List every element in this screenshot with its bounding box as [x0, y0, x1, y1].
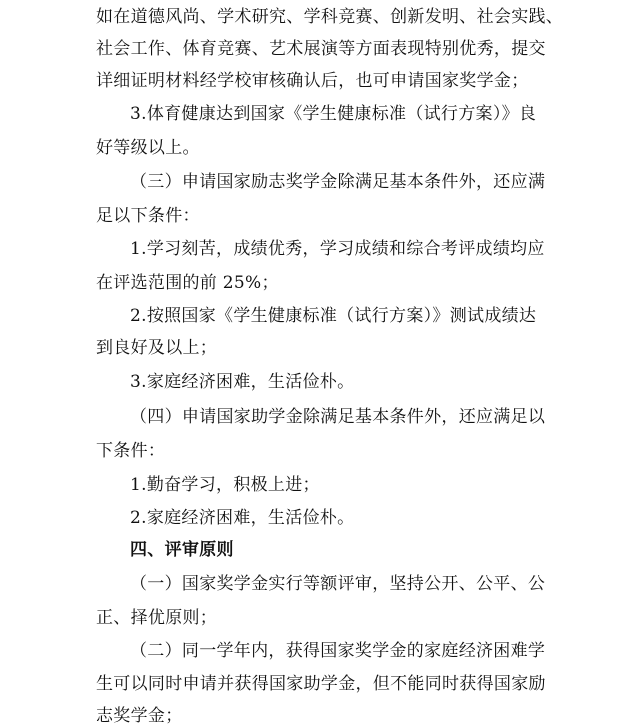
list-item-line: 3.体育健康达到国家《学生健康标准（试行方案）》良	[130, 104, 537, 124]
body-text-line: 生可以同时申请并获得国家助学金，但不能同时获得国家励	[96, 674, 546, 694]
body-text-line: 到良好及以上；	[96, 338, 218, 358]
body-text-line: 好等级以上。	[96, 138, 200, 158]
body-text-line: 正、择优原则；	[96, 608, 218, 628]
list-item-line: 3.家庭经济困难，生活俭朴。	[130, 372, 355, 392]
section-paragraph-line: （三）申请国家励志奖学金除满足基本条件外，还应满	[130, 172, 546, 192]
body-text-line: 在评选范围的前 25%；	[96, 273, 279, 293]
section-heading: 四、评审原则	[130, 540, 234, 560]
body-text-line: 志奖学金；	[96, 706, 183, 726]
body-text-line: 如在道德风尚、学术研究、学科竞赛、创新发明、社会实践、	[96, 7, 564, 27]
section-paragraph-line: （四）申请国家助学金除满足基本条件外，还应满足以	[130, 407, 546, 427]
body-text-line: 详细证明材料经学校审核确认后，也可申请国家奖学金；	[96, 71, 529, 91]
list-item-line: 1.学习刻苦，成绩优秀，学习成绩和综合考评成绩均应	[130, 239, 545, 259]
list-item-line: 1.勤奋学习，积极上进；	[130, 475, 320, 495]
list-item-line: 2.按照国家《学生健康标准（试行方案）》测试成绩达	[130, 306, 537, 326]
list-item-line: 2.家庭经济困难，生活俭朴。	[130, 508, 355, 528]
section-paragraph-line: （二）同一学年内，获得国家奖学金的家庭经济困难学	[130, 641, 546, 661]
body-text-line: 社会工作、体育竞赛、艺术展演等方面表现特别优秀，提交	[96, 39, 546, 59]
body-text-line: 下条件：	[96, 441, 166, 461]
body-text-line: 足以下条件：	[96, 206, 200, 226]
section-paragraph-line: （一）国家奖学金实行等额评审，坚持公开、公平、公	[130, 574, 546, 594]
